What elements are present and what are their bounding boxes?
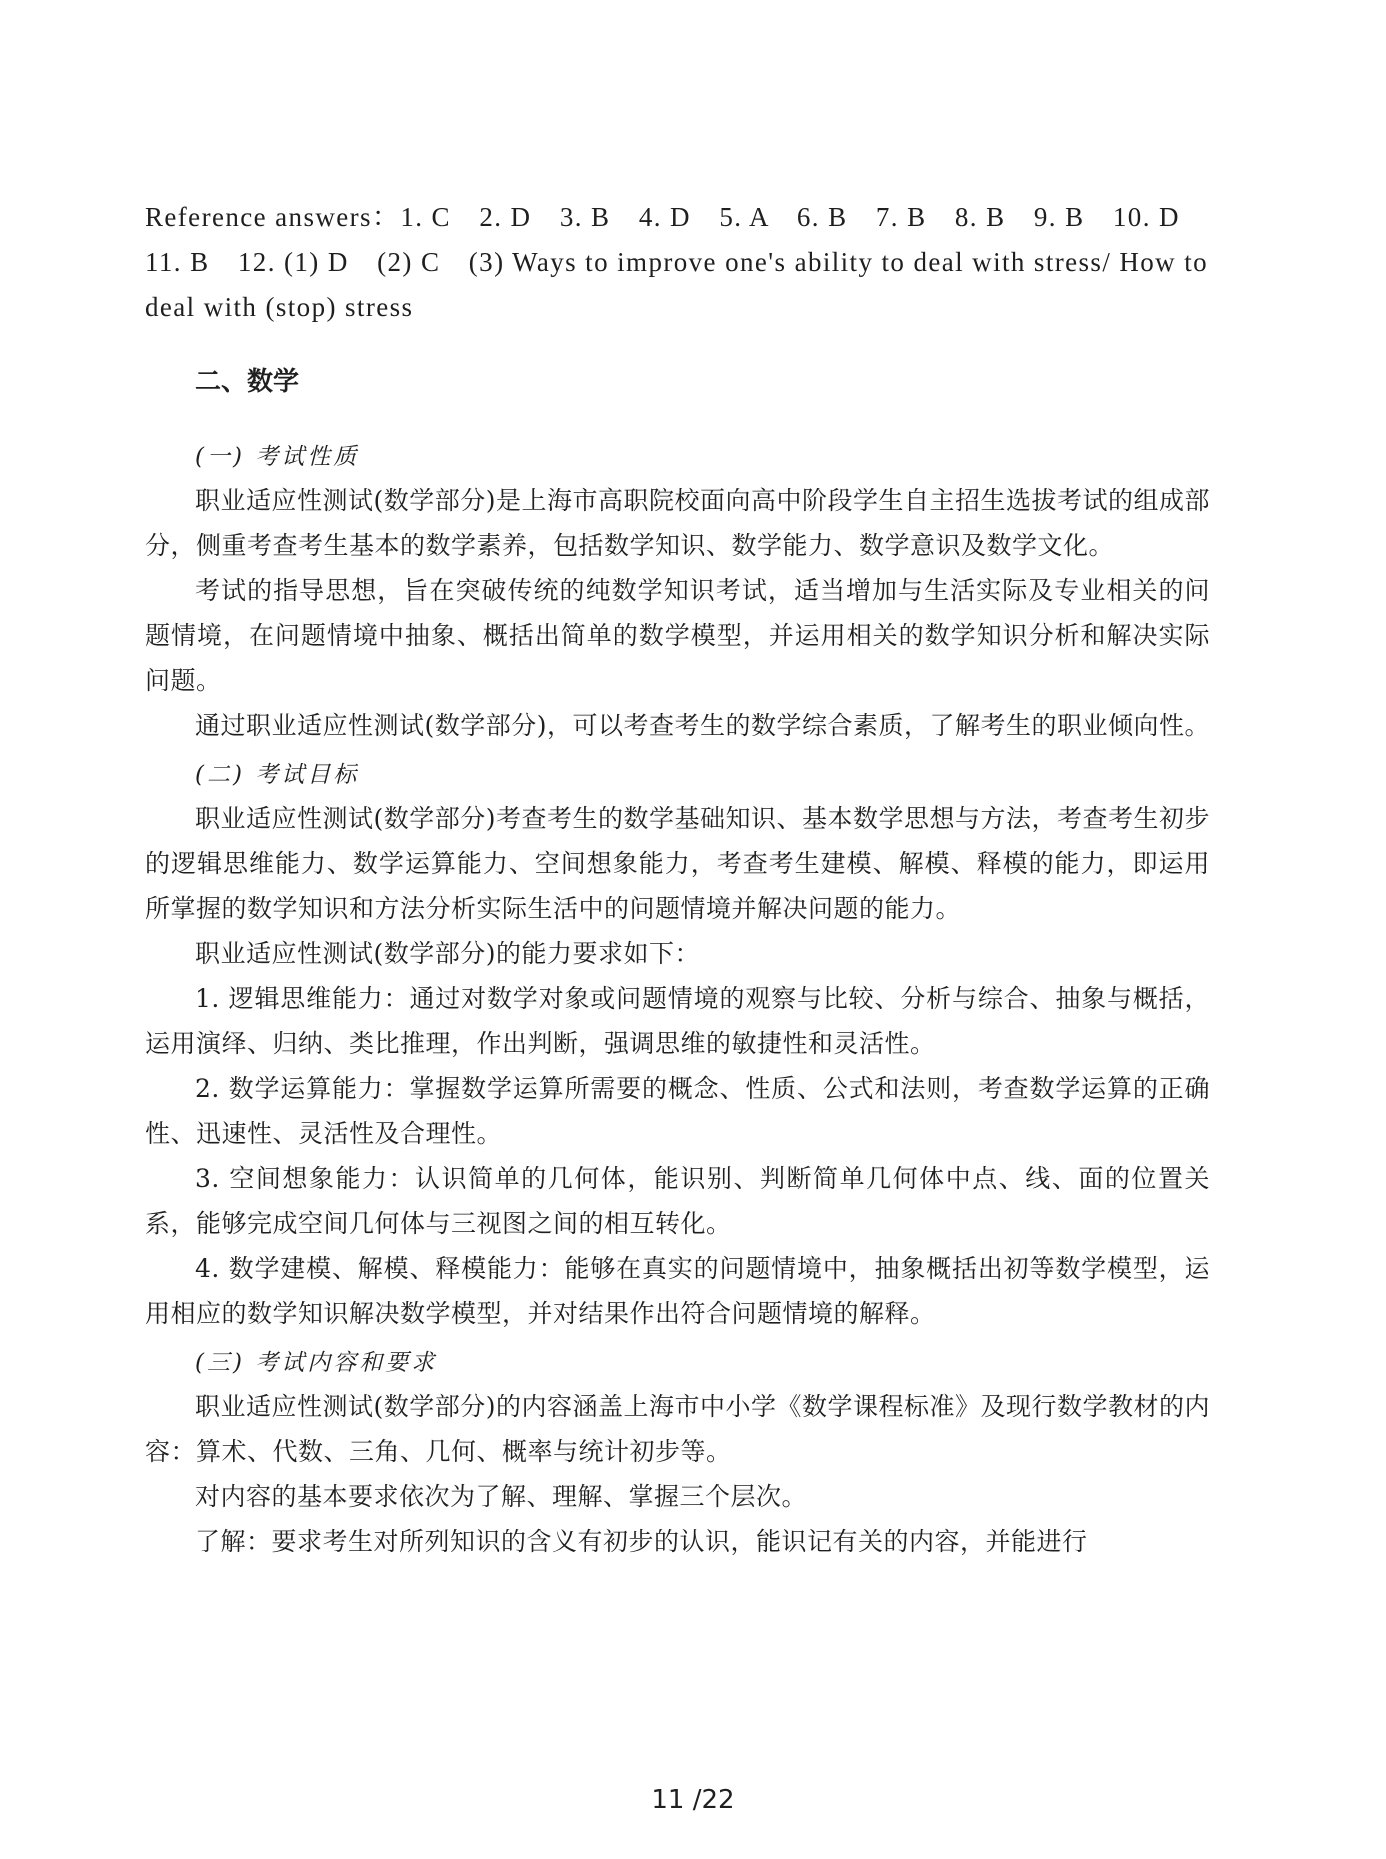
document-page — [145, 195, 1210, 1564]
reference-answers: Reference answers：1. C 2. D 3. B 4. D 5. A 6. B 7. B 8. B 9. B 10. D 11. B 12. (1) D (2) C (3) Ways to improve one's ability to deal with stress/ How to deal with (stop) stress — [145, 202, 1209, 322]
paragraph: 职业适应性测试(数学部分)的能力要求如下： — [195, 939, 701, 968]
subsection-title-1: (一) 考试性质 — [195, 444, 360, 470]
ability-item-2: 2. 数学运算能力：掌握数学运算所需要的概念、性质、公式和法则，考查数学运算的正确性、迅速性、灵活性及合理性。 — [145, 1074, 1210, 1148]
paragraph: 职业适应性测试(数学部分)是上海市高职院校面向高中阶段学生自主招生选拔考试的组成部分，侧重考查考生基本的数学素养，包括数学知识、数学能力、数学意识及数学文化。 — [145, 486, 1211, 560]
paragraph: 通过职业适应性测试(数学部分)，可以考查考生的数学综合素质，了解考生的职业倾向性。 — [195, 711, 1211, 740]
paragraph: 对内容的基本要求依次为了解、理解、掌握三个层次。 — [195, 1482, 808, 1511]
ability-item-4: 4. 数学建模、解模、释模能力：能够在真实的问题情境中，抽象概括出初等数学模型，运用相应的数学知识解决数学模型，并对结果作出符合问题情境的解释。 — [145, 1254, 1210, 1328]
paragraph: 考试的指导思想，旨在突破传统的纯数学知识考试，适当增加与生活实际及专业相关的问题情境，在问题情境中抽象、概括出简单的数学模型，并运用相关的数学知识分析和解决实际问题。 — [145, 576, 1210, 695]
paragraph: 职业适应性测试(数学部分)考查考生的数学基础知识、基本数学思想与方法，考查考生初步的逻辑思维能力、数学运算能力、空间想象能力，考查考生建模、解模、释模的能力，即运用所掌握的数学知识和方法分析实际生活中的问题情境并解决问题的能力。 — [145, 804, 1211, 923]
subsection-title-3: (三) 考试内容和要求 — [195, 1350, 438, 1376]
paragraph: 了解：要求考生对所列知识的含义有初步的认识，能识记有关的内容，并能进行 — [195, 1527, 1088, 1556]
page-number: 11 /22 — [651, 1785, 735, 1815]
subsection-title-2: (二) 考试目标 — [195, 762, 360, 788]
ability-item-1: 1. 逻辑思维能力：通过对数学对象或问题情境的观察与比较、分析与综合、抽象与概括，运用演绎、归纳、类比推理，作出判断，强调思维的敏捷性和灵活性。 — [145, 984, 1210, 1058]
section-title: 二、数学 — [195, 367, 300, 397]
paragraph: 职业适应性测试(数学部分)的内容涵盖上海市中小学《数学课程标准》及现行数学教材的内容：算术、代数、三角、几何、概率与统计初步等。 — [145, 1392, 1211, 1466]
ability-item-3: 3. 空间想象能力：认识简单的几何体，能识别、判断简单几何体中点、线、面的位置关系，能够完成空间几何体与三视图之间的相互转化。 — [145, 1164, 1210, 1238]
